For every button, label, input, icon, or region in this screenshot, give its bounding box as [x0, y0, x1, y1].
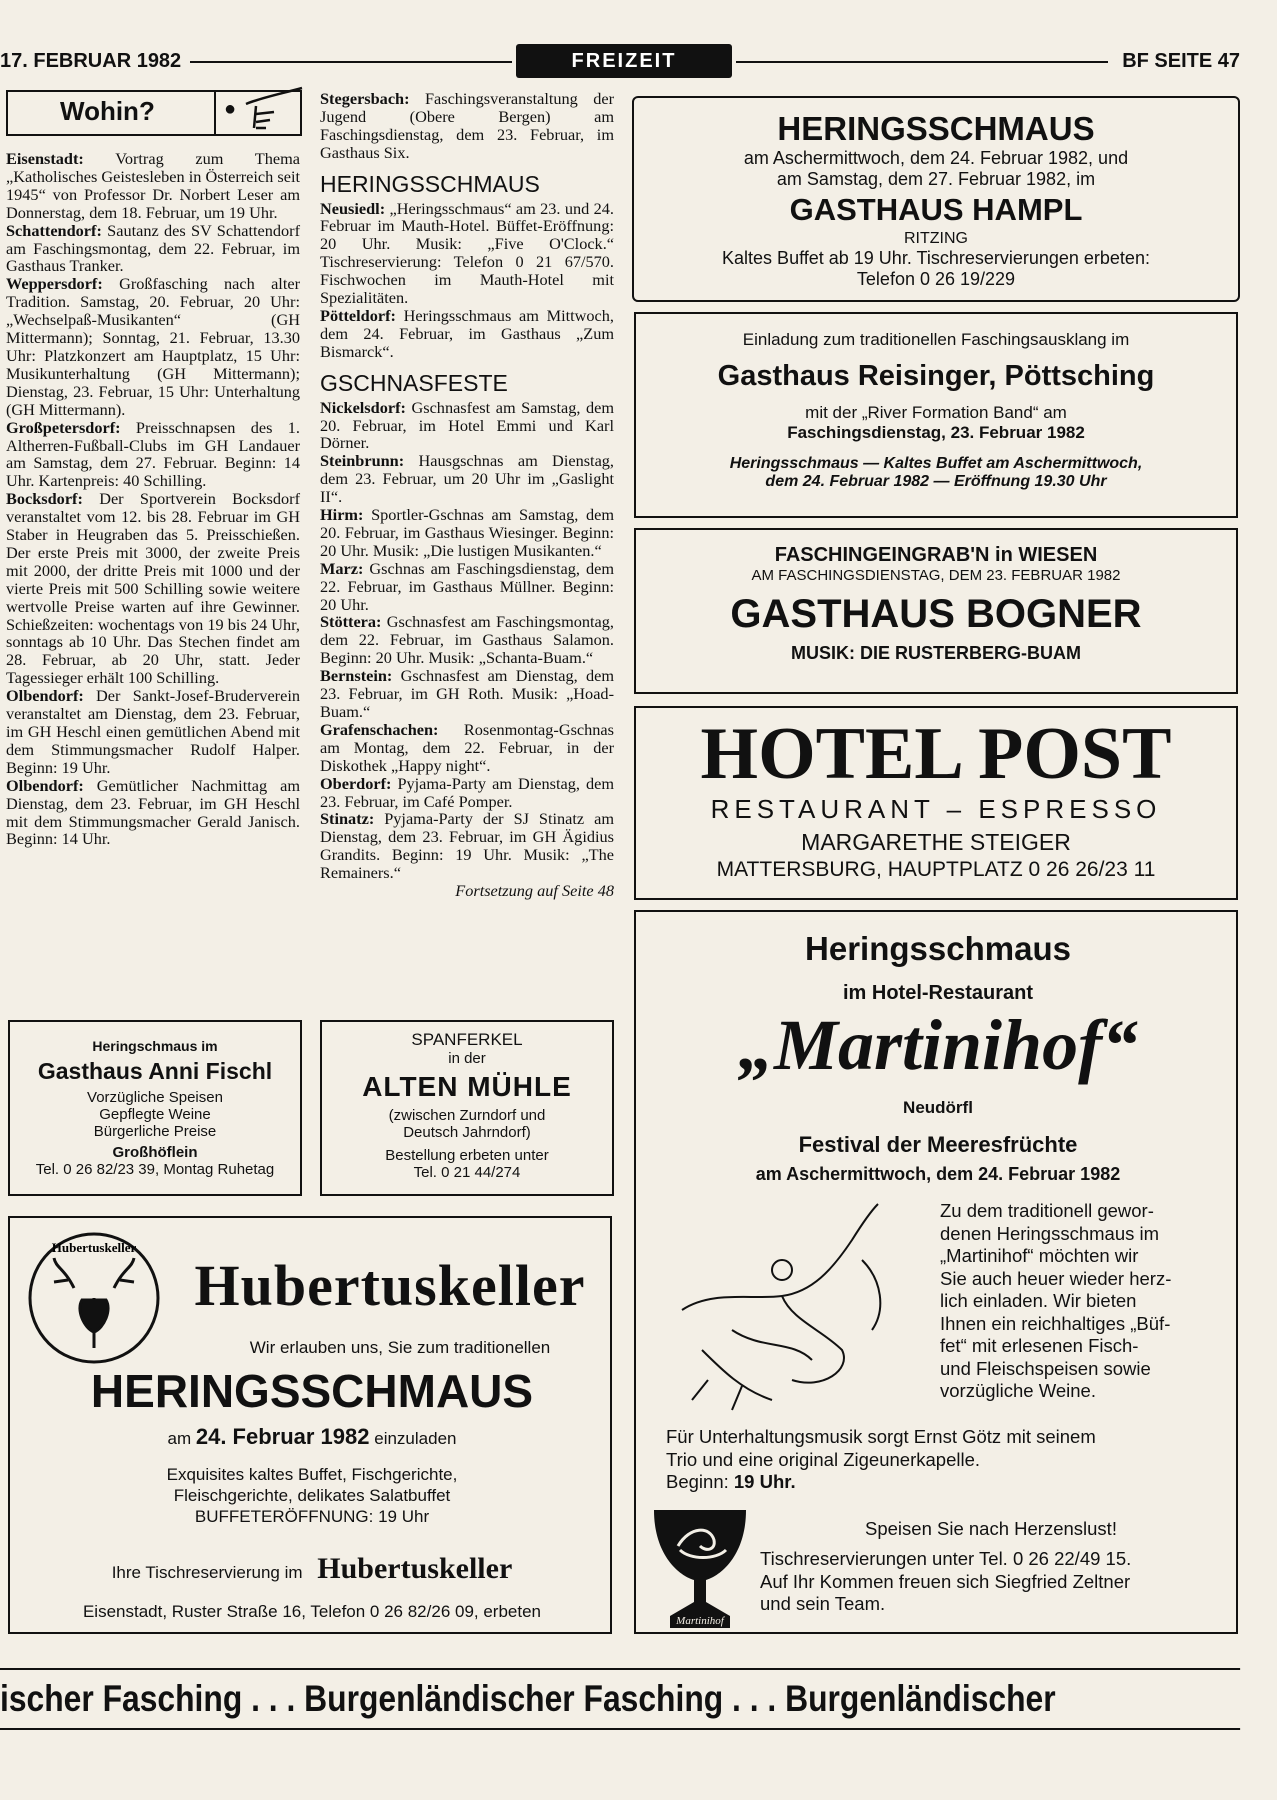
ad-gasthaus-fischl: [8, 1020, 302, 1196]
event-entry: Grafenschachen: Rosenmontag-Gschnas am Montag, dem 22. Februar, in der Diskothek „Happy night“.: [320, 719, 614, 775]
ad-gasthaus-hampl: [632, 96, 1240, 302]
event-entry: Pötteldorf: Heringsschmaus am Mittwoch, dem 24. Februar, im Gasthaus „Zum Bismarck“.: [320, 305, 614, 361]
ad-line: FASCHINGEINGRAB'N in WIESEN: [774, 544, 1098, 566]
events-column-1: [6, 150, 300, 848]
mermaid-illustration-icon: [672, 1200, 902, 1420]
ad-line: Wir erlauben uns, Sie zum traditionellen: [249, 1338, 551, 1357]
event-entry: Stöttera: Gschnasfest am Faschingsmontag, dem 22. Februar, im Gasthaus Salamon. Beginn: 20 Uhr. Musik: „Schanta-Buam.“: [320, 612, 614, 668]
ad-line: Einladung zum traditionellen Faschingsausklang im: [742, 330, 1130, 349]
page-header: [0, 44, 1240, 80]
header-rule-right: [736, 61, 1108, 63]
ad-line: Großhöflein: [112, 1144, 198, 1161]
ad-line: Heringschmaus im: [92, 1038, 218, 1054]
ad-name: Gasthaus Anni Fischl: [37, 1058, 273, 1084]
ad-line: AM FASCHINGSDIENSTAG, DEM 23. FEBRUAR 1982: [751, 567, 1121, 584]
ad-line: Tel. 0 21 44/274: [413, 1164, 521, 1181]
ad-gasthaus-reisinger: [634, 312, 1238, 518]
ad-hubertuskeller: [8, 1216, 612, 1634]
ad-line: Telefon 0 26 19/229: [856, 269, 1016, 289]
event-entry: Oberdorf: Pyjama-Party am Dienstag, dem 23. Februar, im Café Pomper.: [320, 773, 614, 811]
wohin-title: Wohin?: [60, 96, 155, 126]
ad-gasthaus-bogner: [634, 528, 1238, 694]
section-heading-heringsschmaus: HERINGSSCHMAUS: [320, 170, 540, 197]
ad-line: Neudörfl: [903, 1098, 973, 1117]
ad-line: Tel. 0 26 82/23 39, Montag Ruhetag: [35, 1161, 275, 1178]
svg-text:Hubertuskeller: Hubertuskeller: [51, 1240, 137, 1255]
issue-date: 17. FEBRUAR 1982: [0, 50, 182, 72]
ad-line: (zwischen Zurndorf und: [388, 1107, 546, 1124]
section-heading-gschnasfeste: GSCHNASFESTE: [320, 369, 508, 396]
ad-line: Heringsschmaus — Kaltes Buffet am Aschermittwoch,: [729, 455, 1143, 472]
ad-line: mit der „River Formation Band“ am: [805, 403, 1067, 422]
events-column-2: [320, 90, 614, 900]
wohin-heading-box: [6, 90, 302, 136]
martinihof-slogan: Speisen Sie nach Herzenslust!: [865, 1518, 1117, 1539]
svg-text:Martinihof: Martinihof: [676, 1615, 724, 1627]
ad-line: SPANFERKEL: [411, 1030, 523, 1049]
ad-martinihof: [634, 910, 1238, 1634]
event-entry: Hirm: Sportler-Gschnas am Samstag, dem 20. Februar, im Gasthaus Wiesinger. Beginn: 20 Uhr. Musik: „Die lustigen Musikanten.“: [320, 505, 614, 560]
martinihof-body: Zu dem traditionell gewor- denen Heringsschmaus im „Martinihof“ möchten wir Sie auch heuer wieder herz- lich einladen. Wir bieten Ihnen ein reichhaltiges „Büf- fet“ mit erlesenen Fisch- und Fleischspeisen sowie vorzügliche Weine.: [940, 1200, 1172, 1401]
event-entry: Bocksdorf: Der Sportverein Bocksdorf veranstaltet vom 12. bis 28. Februar im GH Staber in Heugraben das 5. Preisschießen. Der erste Preis mit 3000, der zweite Preis mit 2000, der dritte Preis mit 1000 und der vierte Preis mit 500 Schilling sowie weitere wertvolle Preise warten auf ihre Gewinner. Schießzeiten: wochentags von 19 bis 24 Uhr, sonntags ab 10 Uhr. Das Stechen findet am 28. Februar, ab 20 Uhr, statt. Jeder Tagessieger erhält 100 Schilling.: [6, 489, 300, 688]
event-entry: Weppersdorf: Großfasching nach alter Tradition. Samstag, 20. Februar, 20 Uhr: „Wechselpaß-Musikanten“ (GH Mittermann); Sonntag, 21. Februar, 13.30 Uhr: Platzkonzert am Hauptplatz, 15 Uhr: Musikunterhaltung (GH Mittermann); Dienstag, 23. Februar, 15 Uhr: Unterhaltung (GH Mittermann).: [6, 274, 300, 419]
ad-reservation: Ihre Tischreservierung im Hubertuskeller: [111, 1552, 513, 1585]
ad-line: Kaltes Buffet ab 19 Uhr. Tischreservierungen erbeten:: [722, 248, 1150, 268]
ad-line: Bürgerliche Preise: [93, 1123, 217, 1140]
ad-alte-muehle: [320, 1020, 614, 1196]
ad-line: Bestellung erbeten unter: [385, 1147, 549, 1164]
event-entry: Stegersbach: Faschingsveranstaltung der Jugend (Obere Bergen) am Faschingsdienstag, dem 23. Februar, im Gasthaus Six.: [320, 89, 614, 162]
ad-hotel-post: [634, 706, 1238, 900]
ad-line: Festival der Meeresfrüchte: [798, 1132, 1078, 1157]
event-entry: Bernstein: Gschnasfest am Dienstag, dem 23. Februar, im GH Roth. Musik: „Hoad-Buam.“: [320, 666, 614, 721]
wohin-divider: [214, 92, 216, 134]
ad-line: MUSIK: DIE RUSTERBERG-BUAM: [791, 643, 1081, 663]
ad-name: GASTHAUS BOGNER: [730, 592, 1142, 636]
ad-line: MATTERSBURG, HAUPTPLATZ 0 26 26/23 11: [716, 858, 1156, 881]
ad-details: Exquisites kaltes Buffet, Fischgerichte, Fleischgerichte, delikates Salatbuffet BUFFETERÖFFNUNG: 19 Uhr: [166, 1465, 458, 1526]
ad-line: RITZING: [904, 230, 968, 247]
ad-line: im Hotel-Restaurant: [842, 982, 1034, 1004]
ad-date-line: am 24. Februar 1982 einzuladen: [167, 1424, 457, 1449]
swan-logo-icon: [650, 1506, 750, 1630]
pointing-hand-icon: [240, 84, 310, 136]
event-entry: Schattendorf: Sautanz des SV Schattendorf am Faschingsmontag, dem 22. Februar, im Gasthaus Tranker.: [6, 220, 300, 276]
event-entry: Stinatz: Pyjama-Party der SJ Stinatz am Dienstag, dem 23. Februar, im GH Ägidius Grandits. Beginn: 19 Uhr. Musik: „The Remainers.“: [320, 809, 614, 883]
ad-line: am Aschermittwoch, dem 24. Februar 1982: [755, 1164, 1121, 1184]
ad-title: Heringsschmaus: [805, 930, 1071, 967]
ad-address: Eisenstadt, Ruster Straße 16, Telefon 0 26 82/26 09, erbeten: [82, 1602, 542, 1621]
ad-title: HERINGSSCHMAUS: [90, 1365, 534, 1417]
ad-line: Vorzügliche Speisen: [87, 1089, 223, 1106]
stag-logo-icon: [24, 1228, 164, 1368]
header-rule-left: [190, 61, 512, 63]
event-entry: Marz: Gschnas am Faschingsdienstag, dem 22. Februar, im Gasthaus Müllner. Beginn: 20 Uhr.: [320, 558, 614, 614]
ad-line: Gepflegte Weine: [99, 1106, 211, 1123]
ad-line: am Samstag, dem 27. Februar 1982, im: [776, 169, 1096, 189]
event-entry: Olbendorf: Gemütlicher Nachmittag am Dienstag, dem 23. Februar, im GH Heschl mit dem Stimmungsmacher Gerald Janisch. Beginn: 14 Uhr.: [6, 775, 300, 849]
ad-name: GASTHAUS HAMPL: [789, 192, 1083, 227]
ad-line: am Aschermittwoch, dem 24. Februar 1982, und: [743, 148, 1129, 168]
ad-line: Deutsch Jahrndorf): [403, 1124, 531, 1141]
ad-name: HOTEL POST: [700, 713, 1172, 795]
event-entry: Olbendorf: Der Sankt-Josef-Bruderverein veranstaltet am Dienstag, dem 23. Februar, im GH Heschl einen gemütlichen Abend mit dem Stimmungsmacher Rudolf Halper. Beginn: 19 Uhr.: [6, 686, 300, 777]
event-entry: Eisenstadt: Vortrag zum Thema „Katholisches Geistesleben in Österreich seit 1945“ von Professor Dr. Norbert Leser am Donnerstag, dem 18. Februar, um 19 Uhr.: [6, 149, 300, 222]
ad-name: ALTEN MÜHLE: [362, 1071, 572, 1102]
ad-line: in der: [448, 1050, 486, 1067]
dot-icon: ●: [224, 98, 237, 120]
event-entry: Nickelsdorf: Gschnasfest am Samstag, dem 20. Februar, im Hotel Emmi und Karl Dörner.: [320, 397, 614, 453]
section-label: FREIZEIT: [516, 44, 732, 78]
fasching-banner: ischer Fasching . . . Burgenländischer Fasching . . . Burgenländischer: [0, 1668, 1240, 1730]
ad-title: HERINGSSCHMAUS: [777, 110, 1095, 147]
continuation-note: Fortsetzung auf Seite 48: [455, 881, 614, 901]
ad-line: RESTAURANT – ESPRESSO: [710, 794, 1162, 824]
page-number: BF SEITE 47: [1122, 50, 1240, 72]
ad-line: Faschingsdienstag, 23. Februar 1982: [787, 423, 1085, 442]
ad-name: Gasthaus Reisinger, Pöttsching: [717, 360, 1155, 392]
hubertuskeller-name: Hubertuskeller: [194, 1253, 586, 1318]
ad-line: dem 24. Februar 1982 — Eröffnung 19.30 Uhr: [765, 473, 1107, 490]
ad-line: MARGARETHE STEIGER: [801, 829, 1071, 855]
event-entry: Großpetersdorf: Preisschnapsen des 1. Altherren-Fußball-Clubs im GH Landauer am Samstag, dem 27. Februar. Beginn: 14 Uhr. Kartenpreis: 40 Schilling.: [6, 417, 301, 491]
martinihof-reservation: Tischreservierungen unter Tel. 0 26 22/49 15. Auf Ihr Kommen freuen sich Siegfried Zeltner und sein Team.: [760, 1548, 1132, 1614]
martinihof-music: Für Unterhaltungsmusik sorgt Ernst Götz mit seinem Trio und eine original Zigeunerkapelle. Beginn: 19 Uhr.: [666, 1426, 1096, 1492]
martinihof-name: „Martinihof“: [737, 1005, 1139, 1085]
event-entry: Steinbrunn: Hausgschnas am Dienstag, dem 23. Februar, um 20 Uhr im „Gaslight II“.: [320, 451, 615, 507]
event-entry: Neusiedl: „Heringsschmaus“ am 23. und 24. Februar im Mauth-Hotel. Büffet-Eröffnung: 20 Uhr. Musik: „Five O'Clock.“ Tischreservierung: Telefon 0 21 67/570. Fischwochen im Mauth-Hotel mit Spezialitäten.: [320, 198, 614, 308]
